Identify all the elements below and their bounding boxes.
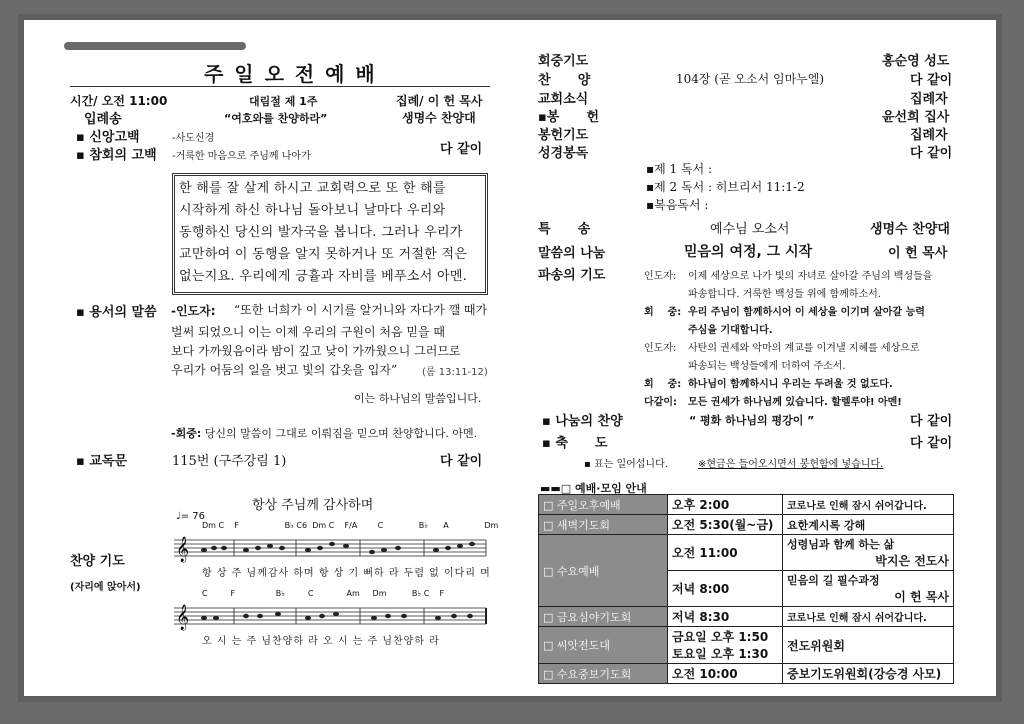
schedule-time: 오후 2:00 bbox=[668, 495, 783, 515]
absolution-label: ▪ 용서의 말씀 bbox=[76, 305, 157, 320]
schedule-detail-line: 이 헌 목사 bbox=[894, 590, 949, 604]
response-text: 당신의 말씀이 그대로 이뤄짐을 믿으며 찬양합니다. 아멘. bbox=[201, 427, 478, 440]
schedule-time-line: 토요일 오후 1:30 bbox=[672, 647, 769, 661]
schedule-event: □ 수요예배 bbox=[539, 535, 668, 607]
confession-prayer-box bbox=[172, 173, 488, 295]
entrance-label: 입례송 bbox=[84, 112, 122, 127]
schedule-time: 저녁 8:00 bbox=[668, 571, 783, 607]
order-label-news: 교회소식 bbox=[538, 92, 589, 107]
praise-prayer-label: 찬양 기도 bbox=[70, 554, 125, 569]
church-season: 대림절 제 1주 bbox=[249, 95, 318, 108]
schedule-time-line: 금요일 오후 1:50 bbox=[672, 630, 769, 644]
congregation-response bbox=[171, 425, 477, 441]
table-row bbox=[539, 515, 954, 535]
creed-text: -사도신경 bbox=[172, 133, 215, 144]
sending-prayer-line bbox=[644, 303, 925, 318]
schedule-detail: 코로나로 인해 잠시 쉬어갑니다. bbox=[783, 495, 954, 515]
schedule-detail: 중보기도위원회(강승경 사모) bbox=[783, 664, 954, 684]
prayer-line: 없는지요. 우리에게 긍휼과 자비를 베푸소서 아멘. bbox=[179, 269, 468, 284]
schedule-detail-line: 박지은 전도사 bbox=[875, 554, 949, 568]
svg-text:𝄞: 𝄞 bbox=[176, 605, 190, 630]
absolution-ref: (롬 13:11-12) bbox=[422, 367, 488, 378]
schedule-time: 오전 11:00 bbox=[668, 535, 783, 571]
schedule-detail bbox=[783, 571, 954, 607]
sending-speaker: 인도자: bbox=[644, 271, 677, 282]
schedule-event: □ 주일오후예배 bbox=[539, 495, 668, 515]
order-by-prayer: 홍순영 성도 bbox=[882, 54, 950, 69]
bulletin-page bbox=[18, 14, 1002, 702]
table-row bbox=[539, 535, 954, 571]
prayer-line: 교만하여 이 동행을 알지 못하거나 또 거절한 적은 bbox=[179, 247, 468, 262]
score-chords-1: Dm C F B♭ C6 Dm C F/A C B♭ A Dm bbox=[202, 521, 499, 530]
confession-text: -거룩한 마음으로 주님께 나아가 bbox=[172, 151, 311, 162]
schedule-event: □ 씨앗전도대 bbox=[539, 627, 668, 664]
entrance-song: “여호와를 찬양하라” bbox=[224, 112, 328, 125]
table-row bbox=[539, 664, 954, 684]
absolution-speaker: -인도자: bbox=[171, 304, 216, 318]
entrance-by: 생명수 찬양대 bbox=[402, 111, 476, 125]
order-label-hymn: 찬 양 bbox=[538, 73, 591, 88]
confession-together: 다 같이 bbox=[440, 142, 483, 157]
sending-text: 하나님이 함께하시니 우리는 두려울 것 없도다. bbox=[688, 379, 893, 390]
sending-text: 모든 권세가 하나님께 있습니다. 할렐루야! 아멘! bbox=[688, 397, 902, 408]
presider: 집례/ 이 헌 목사 bbox=[396, 94, 483, 108]
sending-prayer-line bbox=[644, 393, 902, 408]
sending-prayer-line bbox=[644, 285, 881, 300]
reading-1: ▪제 1 독서 : bbox=[646, 162, 713, 176]
sending-text: 주심을 기대합니다. bbox=[688, 325, 773, 336]
table-row bbox=[539, 607, 954, 627]
order-label-scripture: 성경봉독 bbox=[538, 146, 589, 161]
order-by-scripture: 다 같이 bbox=[910, 146, 953, 161]
schedule-detail: 요한계시록 강해 bbox=[783, 515, 954, 535]
score-lyrics-1: 항 상 주 님께감사 하며 항 상 기 뻐하 라 두렴 없 이다리 며 bbox=[202, 568, 491, 579]
sending-prayer-line bbox=[644, 339, 920, 354]
sending-text: 사탄의 권세와 악마의 계교를 이겨낼 지혜를 세상으로 bbox=[688, 343, 920, 354]
score-tempo: ♩= 76 bbox=[176, 511, 205, 522]
schedule-event: □ 새벽기도회 bbox=[539, 515, 668, 535]
order-label-prayer: 회중기도 bbox=[538, 54, 589, 69]
schedule-detail bbox=[783, 535, 954, 571]
creed-label: ▪ 신앙고백 bbox=[76, 130, 140, 145]
sharing-label: ▪ 나눔의 찬양 bbox=[542, 414, 623, 429]
special-by: 생명수 찬양대 bbox=[870, 222, 950, 237]
title-rule bbox=[70, 86, 490, 87]
order-by-hymn: 다 같이 bbox=[910, 73, 953, 88]
special-label: 특 송 bbox=[538, 222, 591, 237]
schedule-table bbox=[538, 494, 954, 684]
sermon-label: 말씀의 나눔 bbox=[538, 246, 606, 261]
service-time: 시간/ 오전 11:00 bbox=[70, 94, 168, 108]
sending-text: 파송되는 백성들에게 더하여 주소서. bbox=[688, 361, 846, 372]
schedule-time: 저녁 8:30 bbox=[668, 607, 783, 627]
schedule-detail: 코로나로 인해 잠시 쉬어갑니다. bbox=[783, 607, 954, 627]
note-offering: ※현금은 들어오시면서 봉헌함에 넣습니다. bbox=[698, 459, 884, 470]
prayer-line: 한 해를 잘 살게 하시고 교회력으로 또 한 해를 bbox=[179, 181, 446, 196]
sermon-by: 이 헌 목사 bbox=[888, 246, 948, 261]
schedule-detail-line: 성령님과 함께 하는 삶 bbox=[787, 538, 895, 551]
sending-text: 이제 세상으로 나가 빛의 자녀로 살아갈 주님의 백성들을 bbox=[688, 271, 933, 282]
blessing-label: ▪ 축 도 bbox=[542, 436, 608, 451]
sharing-by: 다 같이 bbox=[910, 414, 953, 429]
order-by-news: 집례자 bbox=[910, 92, 948, 107]
sending-prayer-line bbox=[644, 267, 932, 282]
schedule-detail: 전도위원회 bbox=[783, 627, 954, 664]
absolution-line-4: 우리가 어둠의 일을 벗고 빛의 갑옷을 입자” bbox=[171, 363, 398, 377]
schedule-time: 오전 5:30(월~금) bbox=[668, 515, 783, 535]
service-title: 주 일 오 전 예 배 bbox=[204, 62, 377, 86]
praise-prayer-note: (자리에 앉아서) bbox=[70, 582, 141, 593]
reading-3: ▪복음독서 : bbox=[646, 198, 709, 212]
score-chords-2: C F B♭ C Am Dm B♭ C F bbox=[202, 589, 445, 598]
order-label-offering: ▪봉 헌 bbox=[538, 110, 600, 125]
table-row bbox=[539, 627, 954, 664]
svg-text:𝄞: 𝄞 bbox=[176, 537, 190, 562]
schedule-time: 오전 10:00 bbox=[668, 664, 783, 684]
prayer-line: 동행하신 당신의 발자국을 봅니다. 그러나 우리가 bbox=[179, 225, 463, 240]
sending-speaker: 인도자: bbox=[644, 343, 677, 354]
header-bar bbox=[64, 42, 246, 50]
table-row bbox=[539, 495, 954, 515]
absolution-line-3: 보다 가까웠음이라 밤이 깊고 낮이 가까웠으니 그러므로 bbox=[171, 344, 461, 358]
reading-label: ▪ 교독문 bbox=[76, 454, 128, 469]
order-hymn-title: 104장 (곧 오소서 임마누엘) bbox=[676, 72, 825, 86]
sending-speaker: 회 중: bbox=[644, 307, 682, 318]
response-speaker: -회중: bbox=[171, 427, 202, 440]
blessing-by: 다 같이 bbox=[910, 436, 953, 451]
confession-label: ▪ 참회의 고백 bbox=[76, 148, 157, 163]
prayer-line: 시작하게 하신 하나님 돌아보니 날마다 우리와 bbox=[179, 203, 446, 218]
reading-2: ▪제 2 독서 : 히브리서 11:1-2 bbox=[646, 180, 805, 194]
sending-text: 파송합니다. 거룩한 백성들 위에 함께하소서. bbox=[688, 289, 881, 300]
order-by-offering: 윤선희 집사 bbox=[882, 110, 950, 125]
sending-speaker: 다같이: bbox=[644, 397, 677, 408]
sending-prayer-line bbox=[644, 321, 773, 336]
order-by-offering-prayer: 집례자 bbox=[910, 128, 948, 143]
order-label-offering-prayer: 봉헌기도 bbox=[538, 128, 589, 143]
word-of-god: 이는 하나님의 말씀입니다. bbox=[354, 392, 482, 405]
absolution-line-1: “또한 너희가 이 시기를 알거니와 자다가 깰 때가 bbox=[234, 303, 488, 317]
absolution-line-2: 벌써 되었으니 이는 이제 우리의 구원이 처음 믿을 때 bbox=[171, 325, 445, 339]
score-title: 항상 주님께 감사하며 bbox=[252, 498, 374, 513]
sending-label: 파송의 기도 bbox=[538, 268, 606, 283]
note-stand: ▪ 표는 일어섭니다. bbox=[584, 459, 668, 470]
sending-text: 우리 주님이 함께하시어 이 세상을 이기며 살아갈 능력 bbox=[688, 307, 925, 318]
schedule-marker-icon: ▬▬□ bbox=[540, 482, 576, 495]
schedule-time bbox=[668, 627, 783, 664]
score-lyrics-2: 오 시 는 주 님찬양하 라 오 시 는 주 님찬양하 라 bbox=[202, 636, 440, 647]
schedule-detail-line: 믿음의 길 필수과정 bbox=[787, 574, 880, 587]
schedule-title: 예배·모임 안내 bbox=[575, 482, 647, 495]
special-song: 예수님 오소서 bbox=[710, 222, 790, 237]
sending-prayer-line bbox=[644, 375, 893, 390]
reading-together: 다 같이 bbox=[440, 454, 483, 469]
reading-text: 115번 (구주강림 1) bbox=[172, 454, 287, 469]
sending-prayer-line bbox=[644, 357, 846, 372]
sermon-title: 믿음의 여정, 그 시작 bbox=[684, 244, 813, 260]
sending-speaker: 회 중: bbox=[644, 379, 682, 390]
schedule-event: □ 금요심야기도회 bbox=[539, 607, 668, 627]
sharing-song: “ 평화 하나님의 평강이 ” bbox=[689, 414, 815, 427]
schedule-event: □ 수요중보기도회 bbox=[539, 664, 668, 684]
